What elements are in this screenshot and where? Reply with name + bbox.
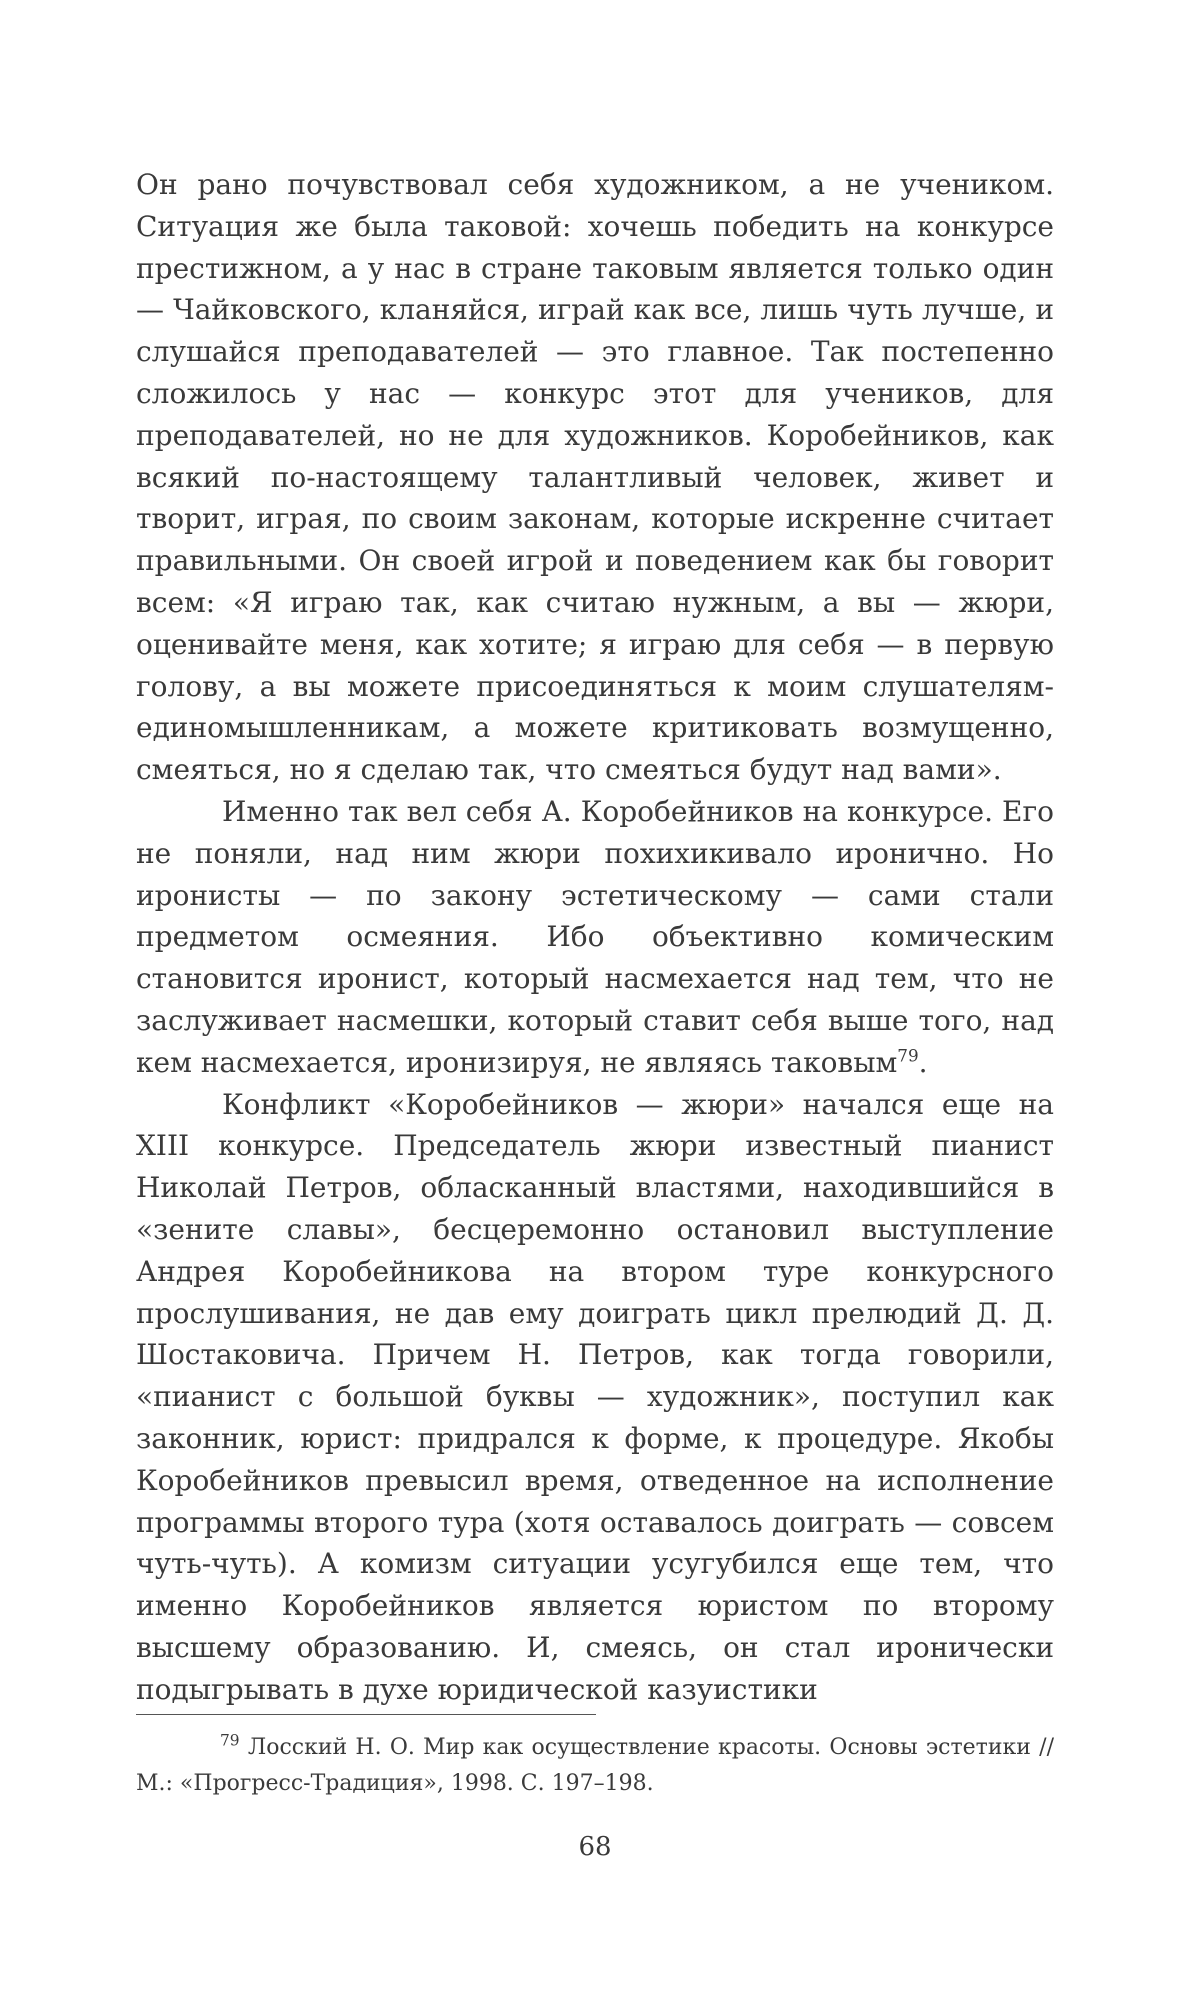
page-number: 68 [578, 1832, 612, 1862]
footnote-divider [136, 1714, 596, 1715]
footnote-reference: 79 [897, 1045, 919, 1066]
footnote-text: Лосский Н. О. Мир как осуществление красоты. Основы эстетики // М.: «Прогресс-Традиция», 1998. С. 197–198. [136, 1735, 1054, 1796]
paragraph-2-end: . [918, 1045, 928, 1079]
paragraph-2 [136, 791, 1054, 1084]
footnote-number: 79 [220, 1731, 240, 1750]
paragraph-3: Конфликт «Коробейников — жюри» начался еще на XIII конкурсе. Председатель жюри известный пианист Николай Петров, обласканный властями, находившийся в «зените славы», бесцеремонно остановил выступление Андрея Коробейникова на втором туре конкурсного прослушивания, не дав ему доиграть цикл прелюдий Д. Д. Шостаковича. Причем Н. Петров, как тогда говорили, «пианист с большой буквы — художник», поступил как законник, юрист: придрался к форме, к процедуре. Якобы Коробейников превысил время, отведенное на исполнение программы второго тура (хотя оставалось доиграть — совсем чуть-чуть). А комизм ситуации усугубился еще тем, что именно Коробейников является юристом по второму высшему образованию. И, смеясь, он стал иронически подыгрывать в духе юридической казуистики [136, 1087, 1054, 1706]
paragraph-2-text: Именно так вел себя А. Коробейников на конкурсе. Его не поняли, над ним жюри похихикивало иронично. Но иронисты — по закону эстетическому — сами стали предметом осмеяния. Ибо объективно комическим становится иронист, который насмехается над тем, что не заслуживает насмешки, который ставит себя выше того, над кем насмехается, иронизируя, не являясь таковым [136, 794, 1054, 1079]
footnote [136, 1730, 1054, 1802]
paragraph-1: Он рано почувствовал себя художником, а не учеником. Ситуация же была таковой: хочешь победить на конкурсе престижном, а у нас в стране таковым является только один — Чайковского, кланяйся, играй как все, лишь чуть лучше, и слушайся преподавателей — это главное. Так постепенно сложилось у нас — конкурс этот для учеников, для преподавателей, но не для художников. Коробейников, как всякий по-настоящему талантливый человек, живет и творит, играя, по своим законам, которые искренне считает правильными. Он своей игрой и поведением как бы говорит всем: «Я играю так, как считаю нужным, а вы — жюри, оценивайте меня, как хотите; я играю для себя — в первую голову, а вы можете присоединяться к моим слушателям-единомышленникам, а можете критиковать возмущенно, смеяться, но я сделаю так, что смеяться будут над вами». [136, 168, 1054, 787]
main-text [136, 164, 1054, 1710]
